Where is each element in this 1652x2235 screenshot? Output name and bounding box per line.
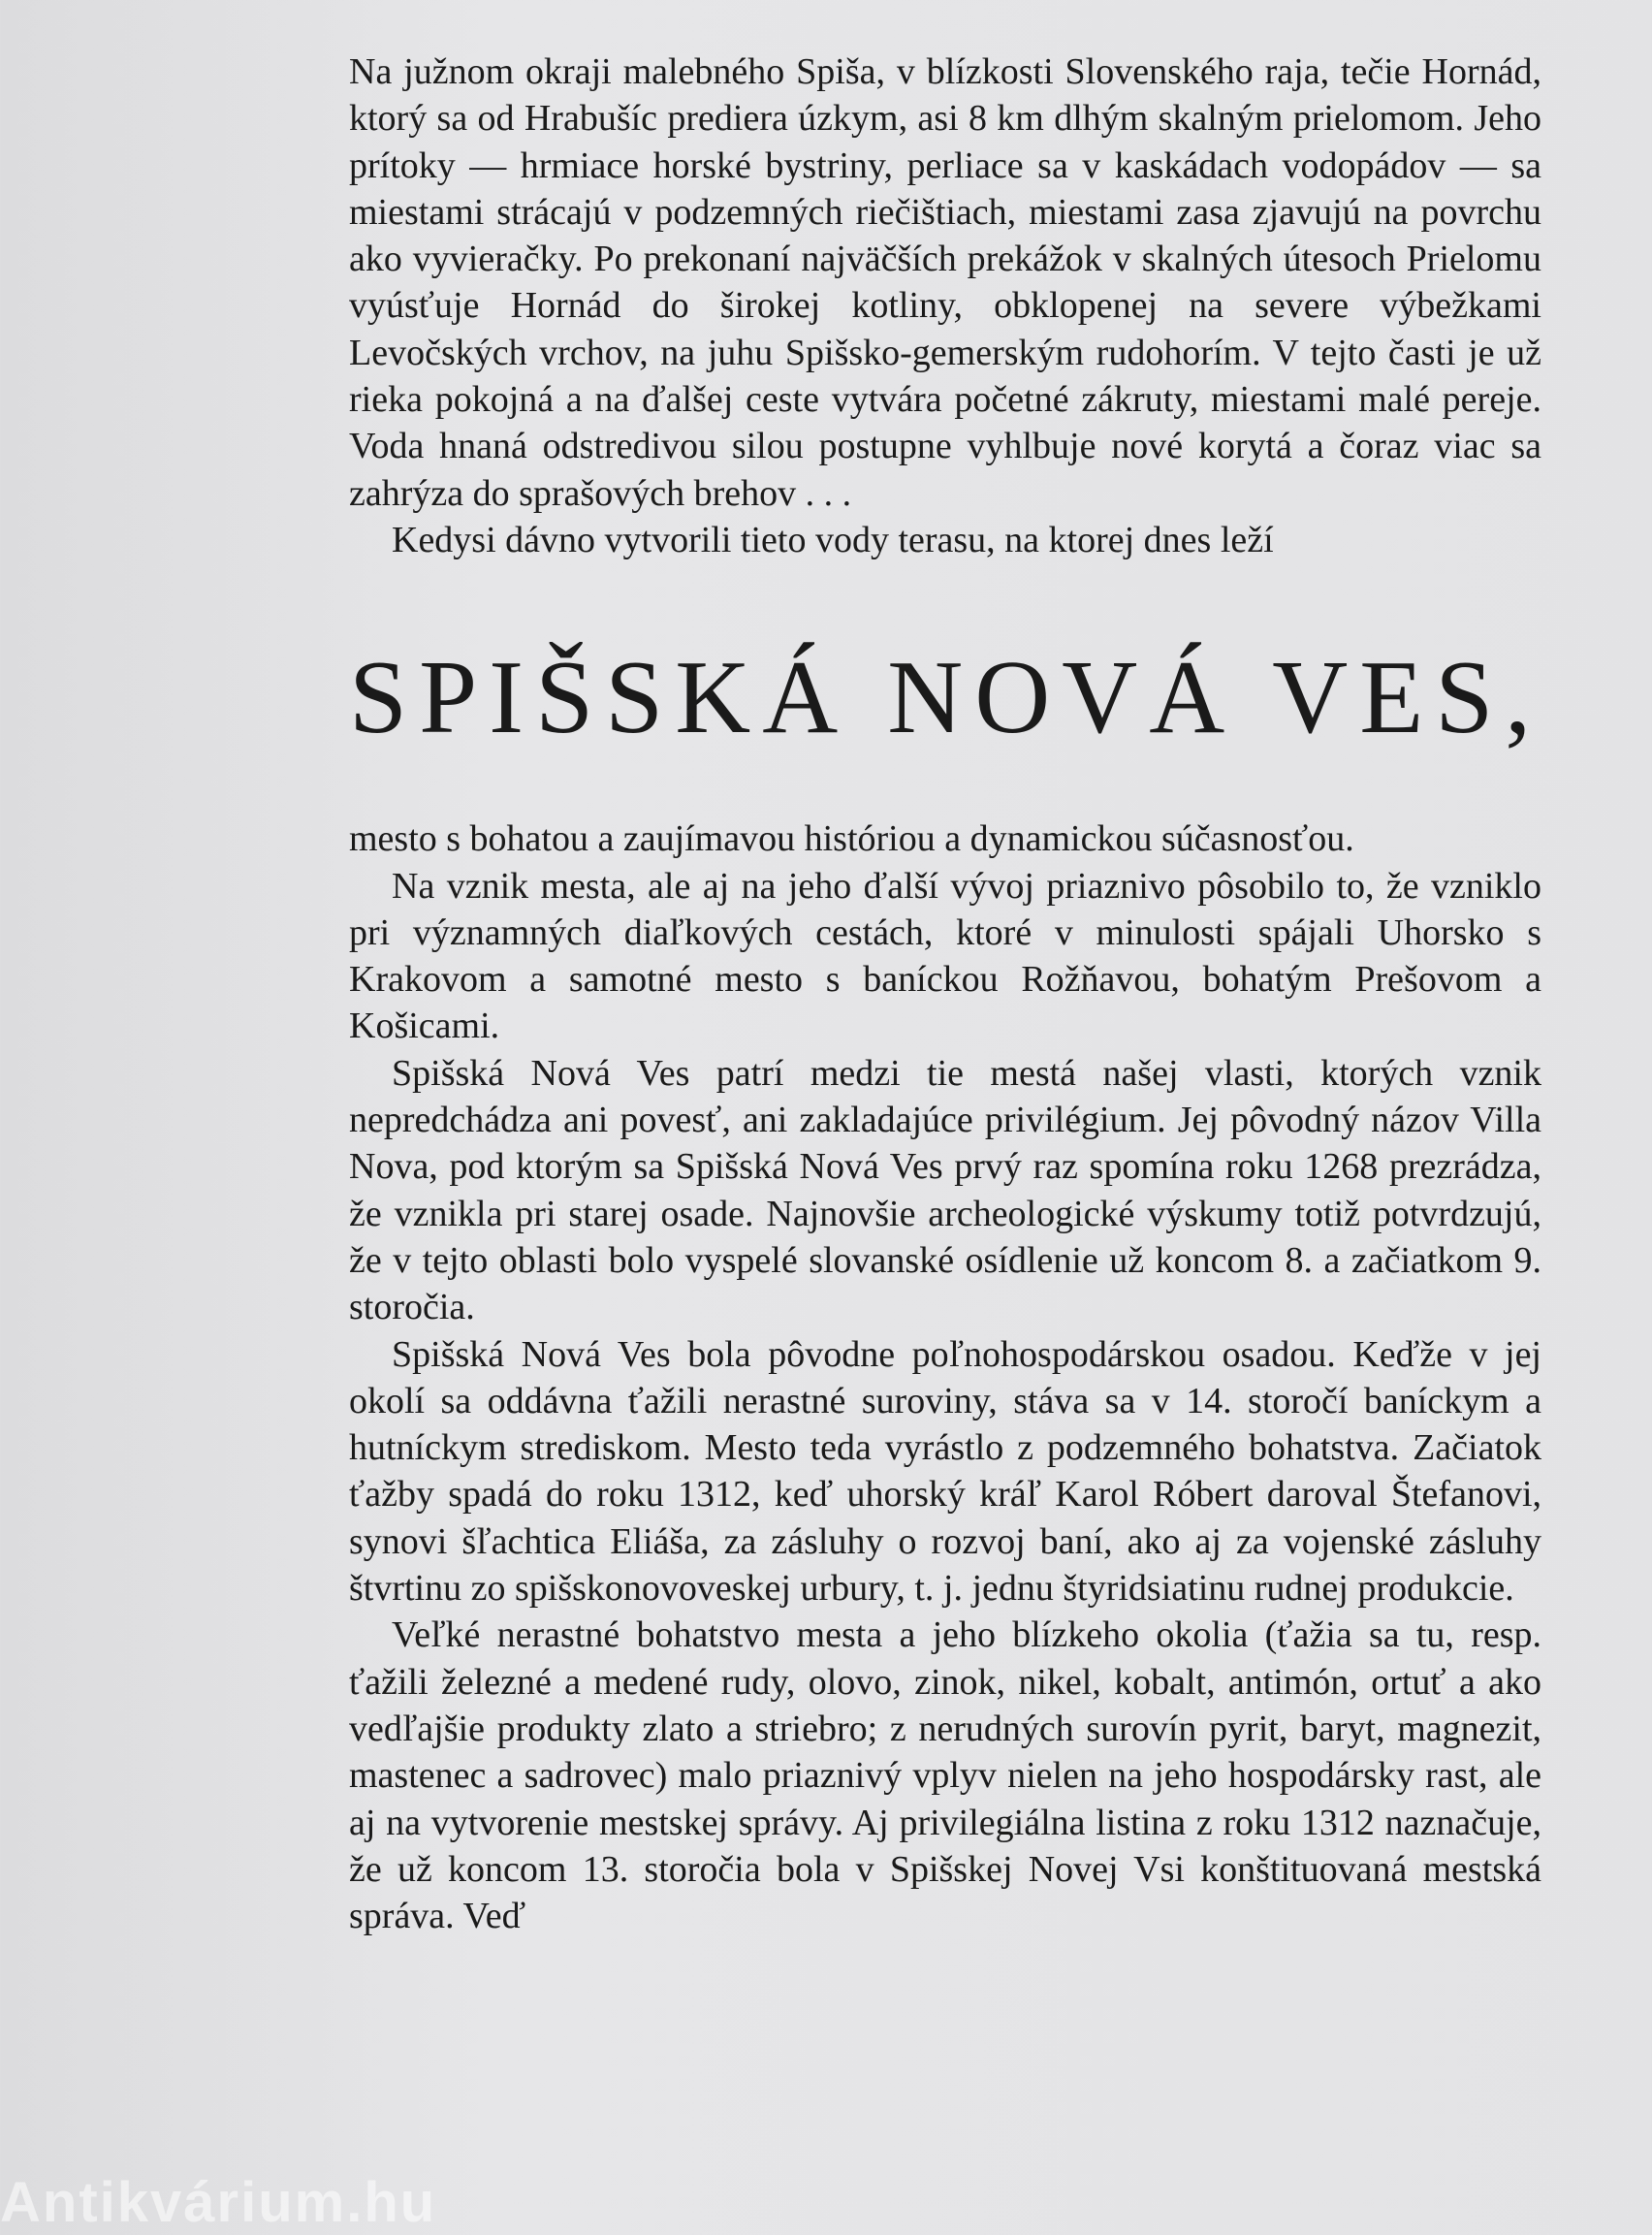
page-text-block <box>349 48 1541 1939</box>
paragraph-body-3: Spišská Nová Ves patrí medzi tie mestá našej vlasti, ktorých vznik nepredchádza ani povesť, ani zakladajúce privilégium. Jej pôvodný názov Villa Nova, pod ktorým sa Spišská Nová Ves prvý raz spomína roku 1268 prezrádza, že vznikla pri starej osade. Najnovšie archeologické výskumy totiž potvrdzujú, že v tejto oblasti bolo vyspelé slovanské osídlenie už koncom 8. a začiatkom 9. storočia. <box>349 1052 1541 1328</box>
paragraph-body-4: Spišská Nová Ves bola pôvodne poľnohospodárskou osadou. Keďže v jej okolí sa oddávna ťažili nerastné suroviny, stáva sa v 14. storočí baníckym a hutníckym strediskom. Mesto teda vyrástlo z podzemného bohatstva. Začiatok ťažby spadá do roku 1312, keď uhorský kráľ Karol Róbert daroval Štefanovi, synovi šľachtica Eliáša, za zásluhy o rozvoj baní, ako aj za vojenské zásluhy štvrtinu zo spišskonovoveskej urbury, t. j. jednu štyridsiatinu rudnej produkcie. <box>349 1333 1541 1610</box>
watermark: Antikvárium.hu <box>0 2171 437 2234</box>
paragraph-body-2: Na vznik mesta, ale aj na jeho ďalší vývoj priaznivo pôsobilo to, že vzniklo pri významných diaľkových cestách, ktoré v minulosti spájali Uhorsko s Krakovom a samotné mesto s baníckou Rožňavou, bohatým Prešovom a Košicami. <box>349 865 1541 1047</box>
paragraph-body-5: Veľké nerastné bohatstvo mesta a jeho blízkeho okolia (ťažia sa tu, resp. ťažili železné a medené rudy, olovo, zinok, nikel, kobalt, antimón, ortuť a ako vedľajšie produkty zlato a striebro; z nerudných surovín pyrit, baryt, magnezit, mastenec a sadrovec) malo priaznivý vplyv nielen na jeho hospodársky rast, ale aj na vytvorenie mestskej správy. Aj privilegiálna listina z roku 1312 naznačuje, že už koncom 13. storočia bola v Spišskej Novej Vsi konštituovaná mestská správa. Veď <box>349 1614 1541 1937</box>
paragraph-body-1: mesto s bohatou a zaujímavou históriou a dynamickou súčasnosťou. <box>349 818 1354 860</box>
paragraph-intro-1: Na južnom okraji malebného Spiša, v blízkosti Slovenského raja, tečie Hornád, ktorý sa od Hrabušíc prediera úzkym, asi 8 km dlhým skalným prielomom. Jeho prítoky — hrmiace horské bystriny, perliace sa v kaskádach vodopádov — sa miestami strácajú v podzemných riečištiach, miestami zasa zjavujú na povrchu ako vyvieračky. Po prekonaní najväčších prekážok v skalných útesoch Prielomu vyúsťuje Hornád do širokej kotliny, obklopenej na severe výbežkami Levočských vrchov, na juhu Spišsko-gemerským rudohorím. V tejto časti je už rieka pokojná a na ďalšej ceste vytvára početné zákruty, miestami malé pereje. Voda hnaná odstredivou silou postupne vyhlbuje nové korytá a čoraz viac sa zahrýza do sprašových brehov . . . <box>349 51 1541 514</box>
page-title: SPIŠSKÁ NOVÁ VES, <box>349 640 1543 756</box>
paragraph-intro-2: Kedysi dávno vytvorili tieto vody terasu, na ktorej dnes leží <box>392 519 1274 560</box>
